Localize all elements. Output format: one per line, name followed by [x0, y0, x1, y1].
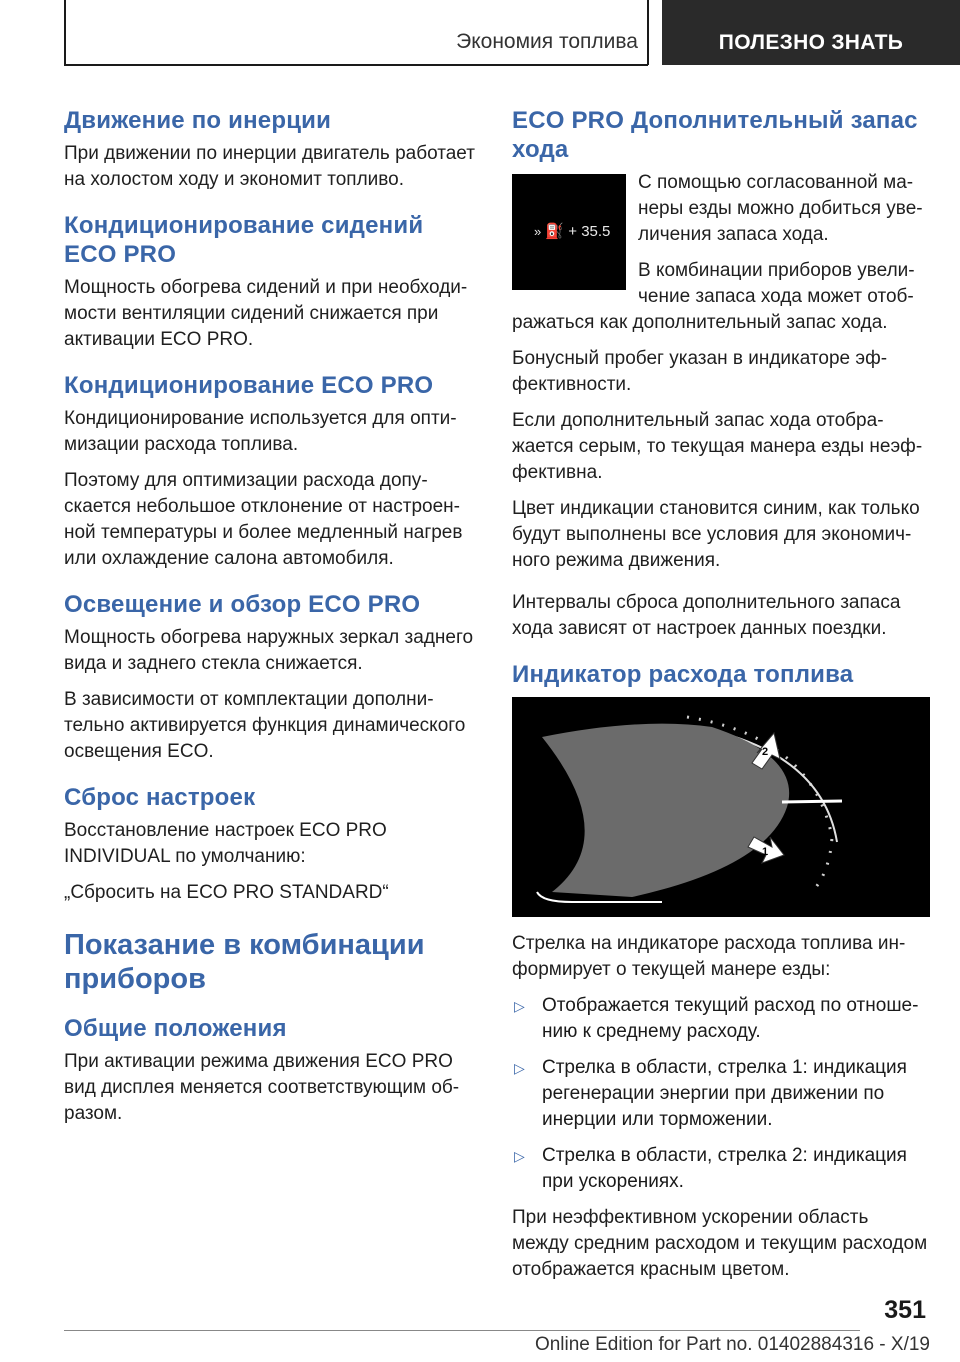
eco-range-display-image	[512, 174, 626, 290]
heading-coasting: Движение по инерции	[64, 107, 332, 134]
bullet-list	[512, 993, 930, 1195]
chevron-right-icon: »	[534, 224, 542, 239]
list-item: ▷ Отображается текущий расход по отношению к среднему расходу.	[514, 995, 919, 1042]
paragraph: Мощность обогрева сидений и при необходимости вентиляции сидений снижается при активации ECO PRO.	[64, 277, 468, 350]
paragraph: Восстановление настроек ECO PRO INDIVIDUAL по умолчанию:	[64, 820, 387, 867]
paragraph: При движении по инерции двигатель работает на холостом ходу и экономит топливо.	[64, 143, 475, 190]
header-divider-line	[647, 0, 649, 65]
paragraph: Если дополнительный запас хода отображается серым, то текущая манера езды неэффективна.	[512, 410, 923, 483]
paragraph: Бонусный пробег указан в индикаторе эффективности.	[512, 348, 888, 395]
paragraph: Мощность обогрева наружных зеркал заднего вида и заднего стекла снижается.	[64, 627, 474, 674]
header-chapter-tab[interactable]: ПОЛЕЗНО ЗНАТЬ	[662, 0, 960, 65]
fuel-consumption-gauge-image	[512, 697, 930, 917]
heading-reset: Сброс настроек	[64, 784, 256, 811]
paragraph: „Сбросить на ECO PRO STANDARD“	[64, 882, 389, 903]
heading-instrument-display: Показание в комбинации приборов	[64, 929, 425, 995]
arrow-1-label: 1	[762, 846, 769, 858]
paragraph: В комбинации приборов увеличение запаса хода может отображаться как дополнительный запас хода.	[512, 260, 915, 333]
header-rule	[64, 64, 648, 66]
triangle-right-icon: ▷	[514, 998, 525, 1014]
paragraph: Интервалы сброса дополнительного запаса хода зависят от настроек данных поездки.	[512, 592, 901, 639]
footer-rule	[64, 1330, 860, 1331]
paragraph: Стрелка на индикаторе расхода топлива информирует о текущей манере езды:	[512, 933, 906, 980]
heading-eco-range: ECO PRO Дополнительный запас хода	[512, 107, 918, 163]
eco-range-value: + 35.5	[568, 223, 611, 240]
list-item: ▷ Стрелка в области, стрелка 1: индикация регенерации энергии при движении по инерции или торможении.	[514, 1057, 907, 1130]
heading-climate-eco: Кондиционирование ECO PRO	[64, 372, 434, 399]
heading-seat-climate: Кондиционирование сидений ECO PRO	[64, 212, 424, 268]
arrow-2-label: 2	[762, 746, 769, 758]
paragraph: С помощью согласованной манеры езды можно добиться увеличения запаса хода.	[638, 172, 923, 245]
header-left-line	[64, 0, 66, 65]
paragraph: Кондиционирование используется для оптимизации расхода топлива.	[64, 408, 457, 455]
eco-range-block	[512, 170, 930, 336]
heading-general: Общие положения	[64, 1015, 287, 1042]
list-item: ▷ Стрелка в области, стрелка 2: индикация при ускорениях.	[514, 1145, 907, 1192]
right-column	[512, 100, 930, 1293]
paragraph: Поэтому для оптимизации расхода допускается небольшое отклонение от настроенной температуры и более медленный нагрев или охлаждение салона автомобиля.	[64, 470, 463, 569]
page-number: 351	[884, 1296, 926, 1324]
heading-lighting-eco: Освещение и обзор ECO PRO	[64, 591, 421, 618]
paragraph: При неэффективном ускорении область между средним расходом и текущим расходом отображается красным цветом.	[512, 1207, 928, 1280]
paragraph: Цвет индикации становится синим, как только будут выполнены все условия для экономичного режима движения.	[512, 498, 920, 571]
heading-fuel-indicator: Индикатор расхода топлива	[512, 661, 854, 688]
triangle-right-icon: ▷	[514, 1148, 525, 1164]
fuel-pump-icon: ⛽	[545, 223, 565, 240]
triangle-right-icon: ▷	[514, 1060, 525, 1076]
footer-edition: Online Edition for Part no. 01402884316 - X/19	[534, 1334, 930, 1355]
paragraph: При активации режима движения ECO PRO вид дисплея меняется соответствующим образом.	[64, 1051, 460, 1124]
left-column	[64, 100, 480, 1137]
paragraph: В зависимости от комплектации дополнительно активируется функция динамического освещения ECO.	[64, 689, 466, 762]
header-section-title: Экономия топлива	[456, 30, 638, 53]
